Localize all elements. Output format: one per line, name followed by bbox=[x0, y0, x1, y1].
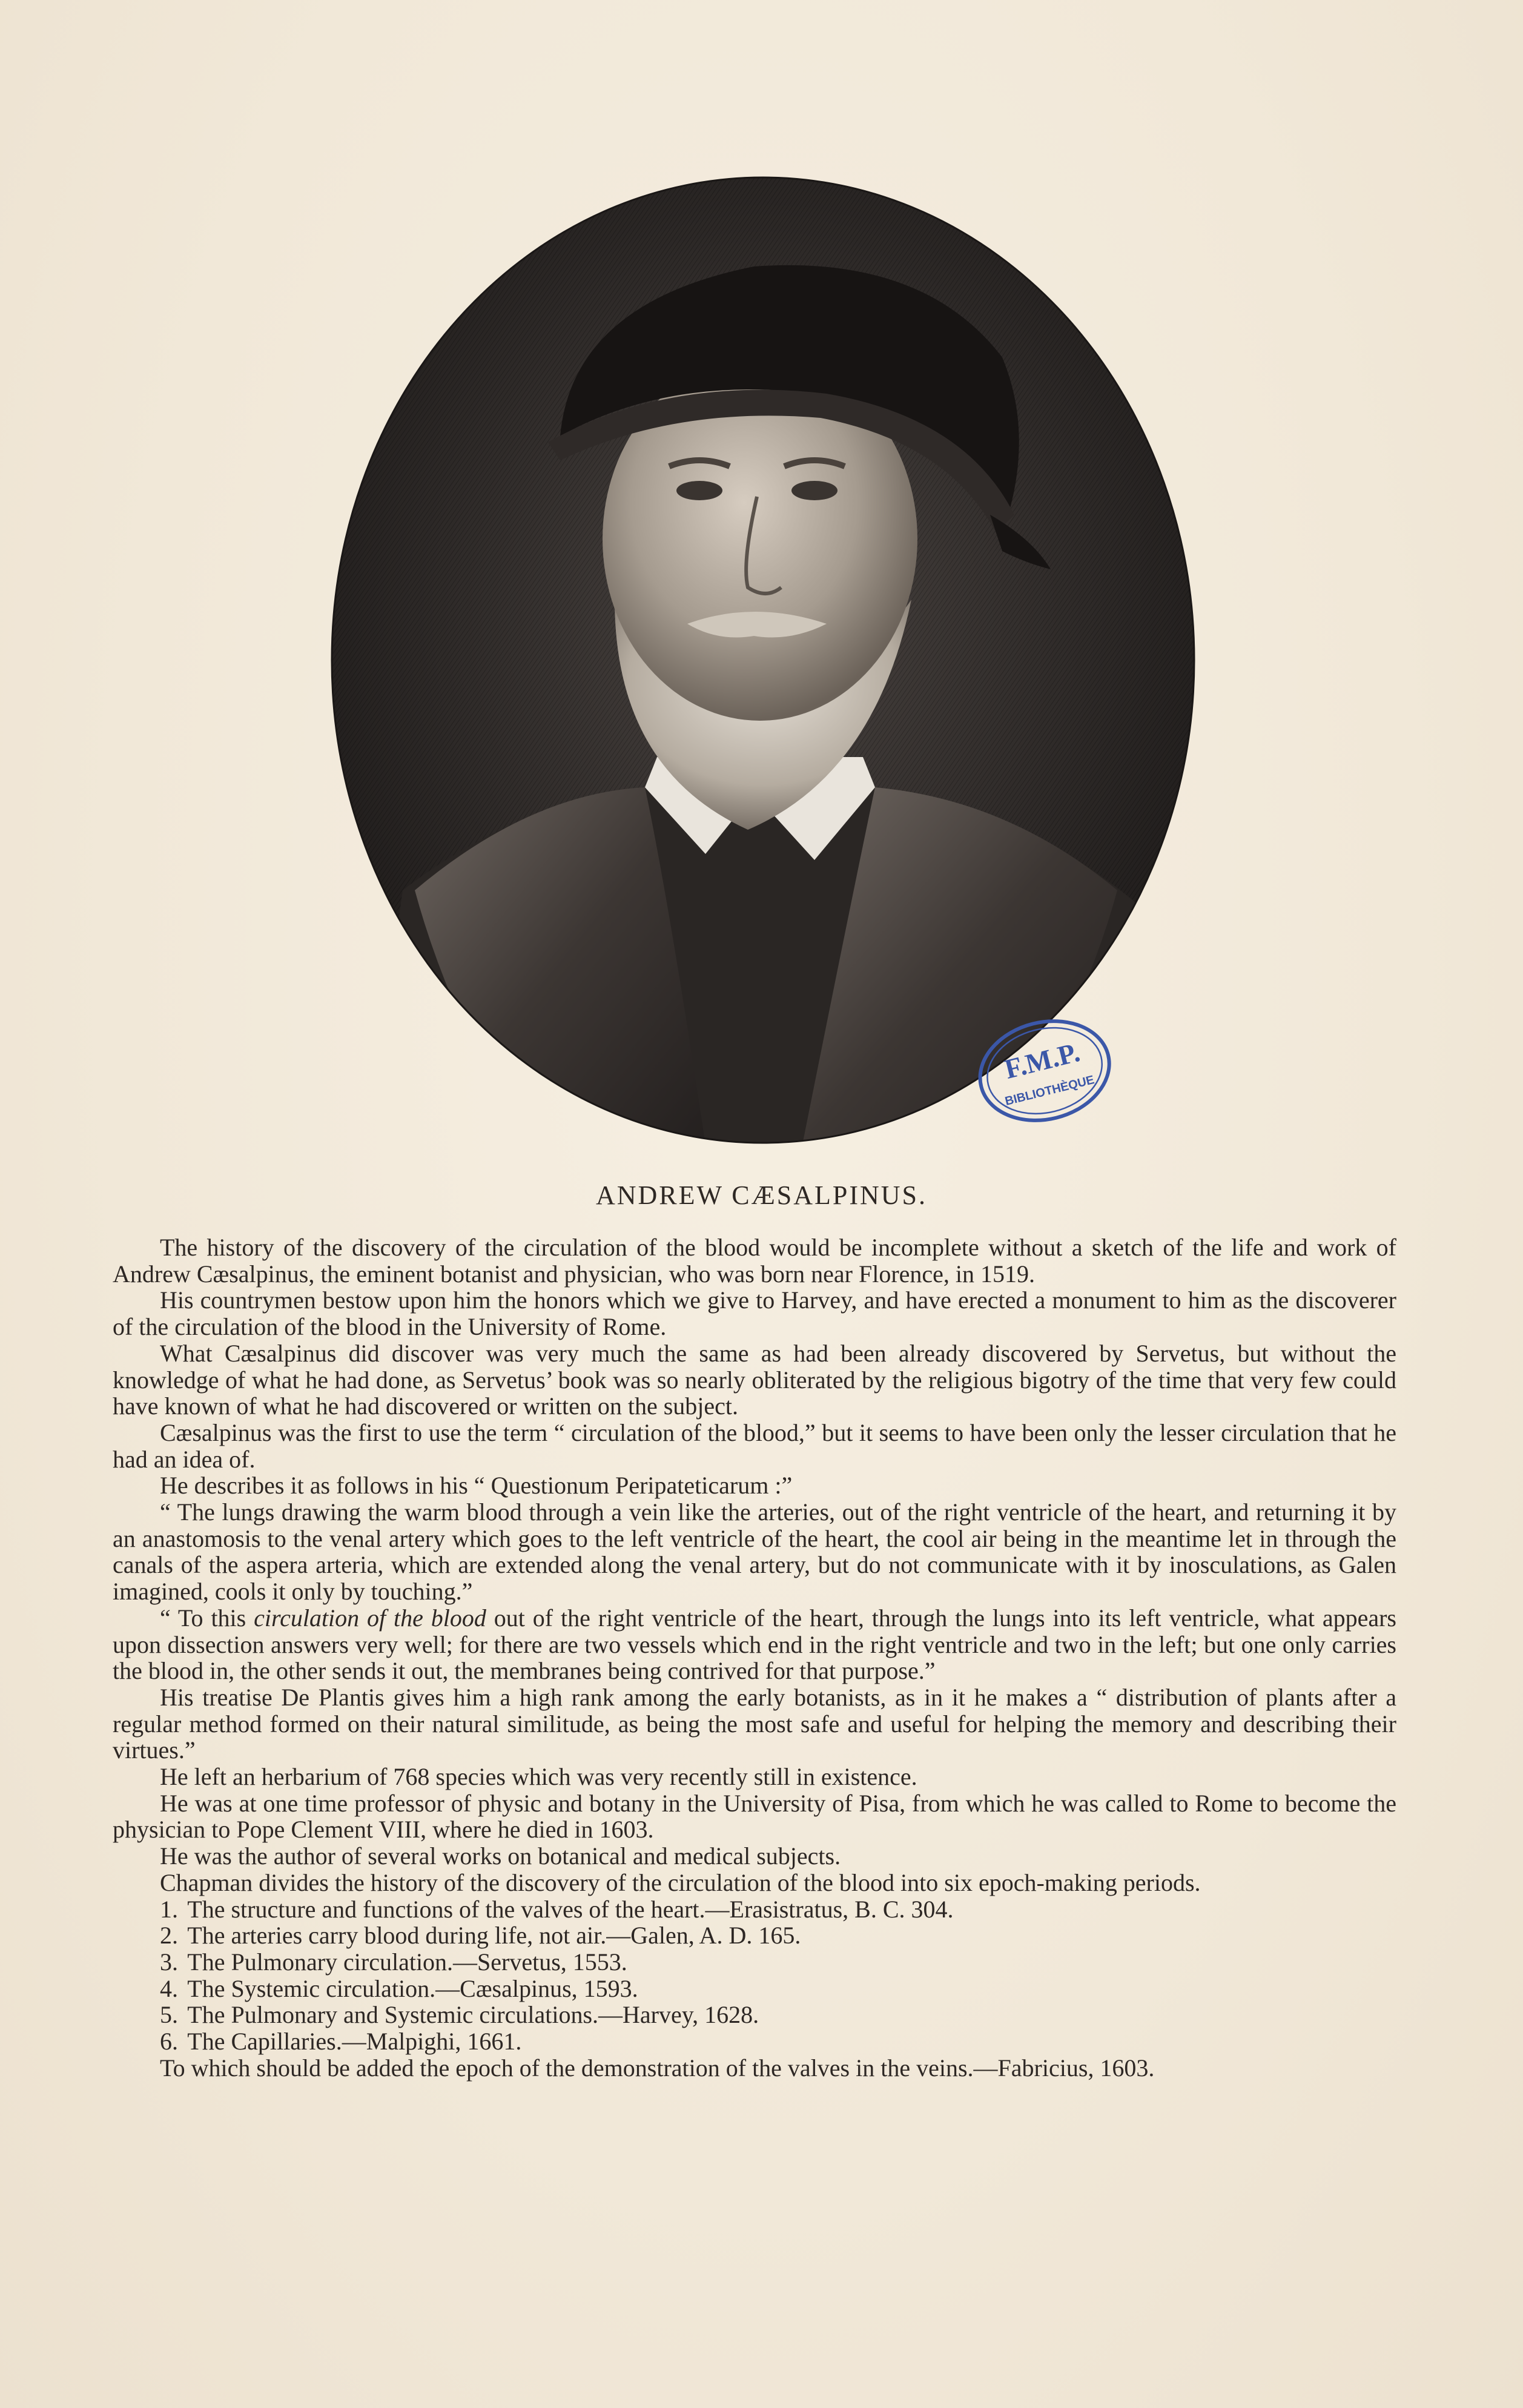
paragraph: What Cæsalpinus did discover was very much the same as had been already discovered by Servetus, but without the knowledge of what he had done, as Servetus’ book was so nearly obliterated by the religious bigotry of the time that very few could have known of what he had discovered or written on the subject. bbox=[113, 1339, 1396, 1420]
list-item bbox=[113, 1922, 1396, 1949]
list-item bbox=[113, 2002, 1396, 2028]
quote-italic: circulation of the blood bbox=[254, 1604, 486, 1632]
paragraph: His treatise De Plantis gives him a high rank among the early botanists, as in it he makes a “ distribution of plants after a regular method formed on their natural similitude, as being the most safe and useful for helping the memory and describing their virtues.” bbox=[113, 1683, 1396, 1764]
list-text: The arteries carry blood during life, not air.—Galen, A. D. 165. bbox=[187, 1922, 801, 1950]
list-number: 1. bbox=[160, 1895, 178, 1923]
paragraph: He was the author of several works on botanical and medical subjects. bbox=[160, 1842, 841, 1870]
paragraph: Chapman divides the history of the discovery of the circulation of the blood into six epoch-making periods. bbox=[160, 1868, 1201, 1896]
paragraph: He describes it as follows in his “ Questionum Peripateticarum :” bbox=[160, 1472, 793, 1500]
quote-end: out of the right ventricle of the heart, through the lungs into its left ventricle, what appears upon dissection answers very well; for there are two vessels which end in the right ventricle and two in the left; but one only carries the blood in, the other sends it out, the membranes being contrived for that purpose.” bbox=[113, 1604, 1396, 1685]
quote-start: “ To this bbox=[160, 1604, 254, 1632]
list-item bbox=[113, 1896, 1396, 1923]
closing-paragraph: To which should be added the epoch of the demonstration of the valves in the veins.—Fabricius, 1603. bbox=[160, 2054, 1155, 2082]
stamp-line2: BIBLIOTHÈQUE bbox=[1003, 1073, 1096, 1108]
paragraph: He was at one time professor of physic and botany in the University of Pisa, from which he was called to Rome to become the physician to Pope Clement VIII, where he died in 1603. bbox=[113, 1789, 1396, 1844]
list-item bbox=[113, 2028, 1396, 2055]
paragraph: He left an herbarium of 768 species which was very recently still in existence. bbox=[160, 1763, 917, 1791]
paragraph: The history of the discovery of the circulation of the blood would be incomplete without a sketch of the life and work of Andrew Cæsalpinus, the eminent botanist and physician, who was born near Florence, in 1519. bbox=[113, 1234, 1396, 1288]
list-item bbox=[113, 1976, 1396, 2002]
stamp-line1: F.M.P. bbox=[1001, 1036, 1083, 1085]
list-number: 5. bbox=[160, 2001, 178, 2029]
list-item bbox=[113, 1949, 1396, 1976]
list-text: The Pulmonary circulation.—Servetus, 1553. bbox=[187, 1948, 627, 1976]
list-number: 2. bbox=[160, 1922, 178, 1950]
list-text: The Pulmonary and Systemic circulations.—Harvey, 1628. bbox=[187, 2001, 759, 2029]
list-number: 3. bbox=[160, 1948, 178, 1976]
epoch-list bbox=[113, 1896, 1396, 2055]
list-text: The Systemic circulation.—Cæsalpinus, 1593. bbox=[187, 1974, 638, 2002]
paragraph: His countrymen bestow upon him the honors which we give to Harvey, and have erected a monument to him as the discoverer of the circulation of the blood in the University of Rome. bbox=[113, 1286, 1396, 1341]
portrait-engraving bbox=[330, 176, 1196, 1145]
list-text: The Capillaries.—Malpighi, 1661. bbox=[187, 2028, 522, 2056]
list-number: 4. bbox=[160, 1974, 178, 2002]
list-number: 6. bbox=[160, 2028, 178, 2056]
paragraph: “ The lungs drawing the warm blood through a vein like the arteries, out of the right ventricle of the heart, and returning it by an anastomosis to the venal artery which goes to the left ventricle of the heart, the cool air being in the meantime let in through the canals of the aspera arteria, which are extended along the venal artery, but do not communicate with it by inosculations, as Galen imagined, cools it only by touching.” bbox=[113, 1498, 1396, 1606]
article-body bbox=[113, 1234, 1396, 2082]
paragraph-quote bbox=[113, 1605, 1396, 1684]
paragraph: Cæsalpinus was the first to use the term “ circulation of the blood,” but it seems to have been only the lesser circulation that he had an idea of. bbox=[113, 1418, 1396, 1473]
list-text: The structure and functions of the valves of the heart.—Erasistratus, B. C. 304. bbox=[187, 1895, 954, 1923]
page-title: ANDREW CÆSALPINUS. bbox=[595, 1180, 928, 1210]
